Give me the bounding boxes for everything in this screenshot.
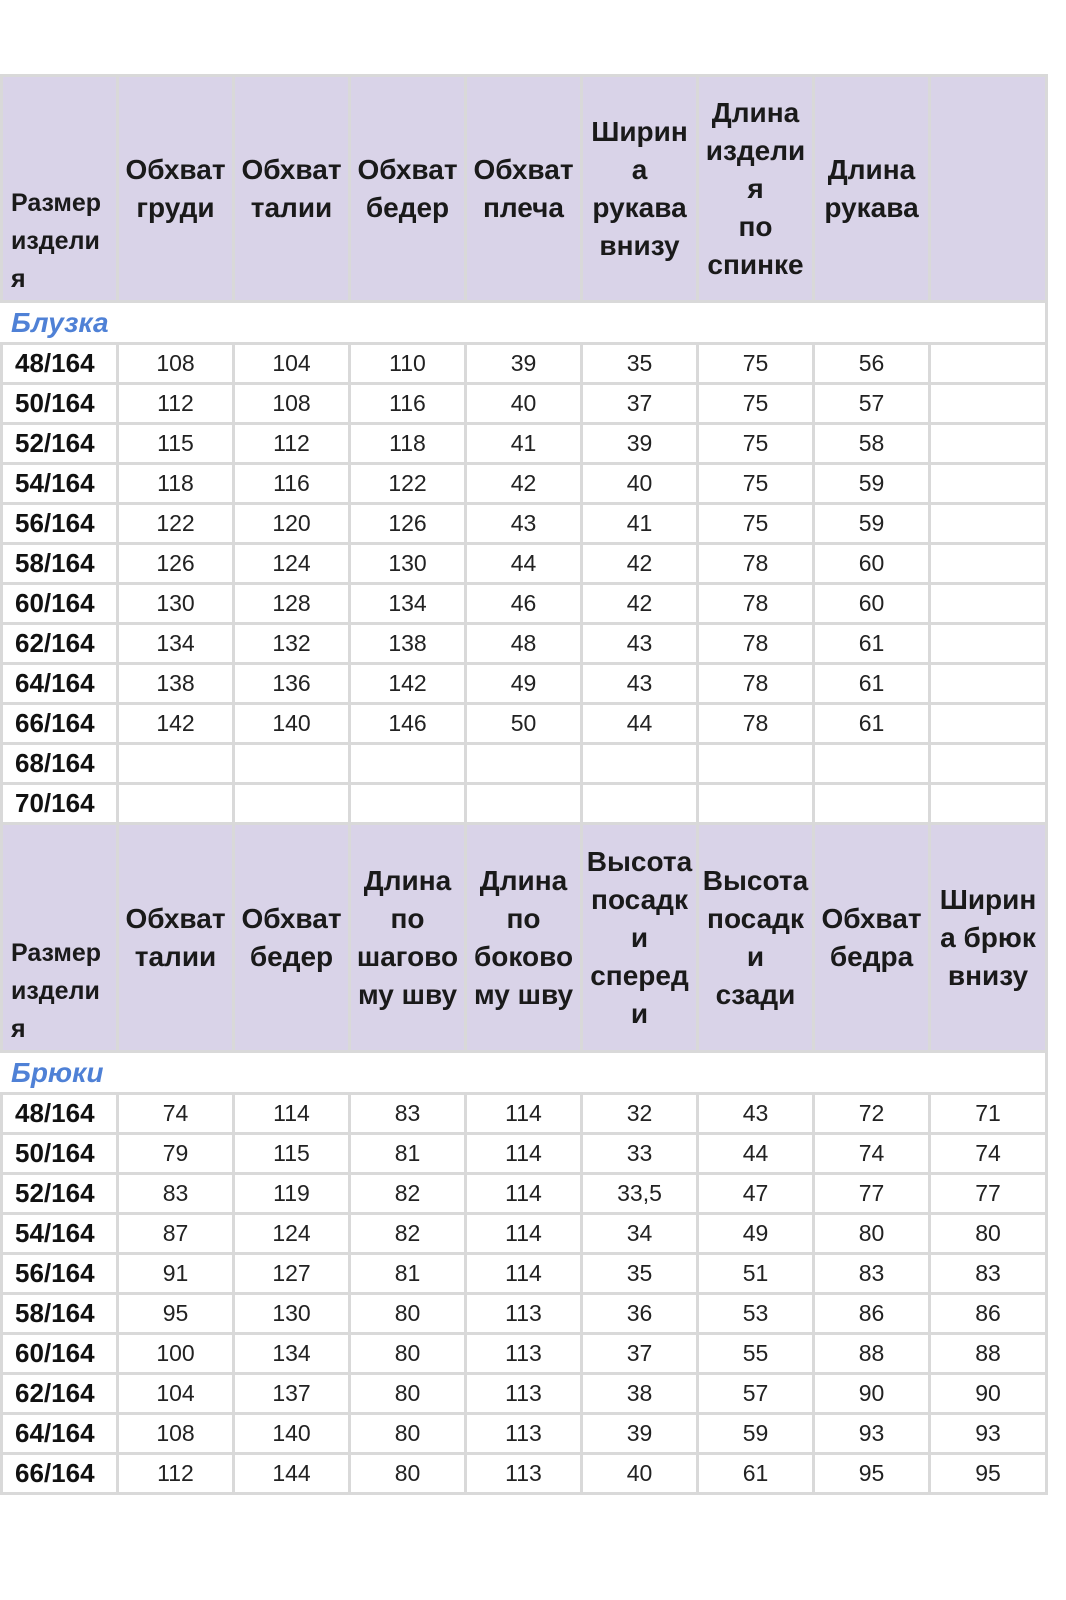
value-cell: 114 [234,1094,350,1134]
value-cell: 43 [698,1094,814,1134]
value-cell: 80 [930,1214,1047,1254]
value-cell: 78 [698,664,814,704]
header-line: издели [11,227,100,255]
value-cell: 113 [466,1374,582,1414]
size-cell: 64/164 [2,664,118,704]
value-cell: 41 [582,504,698,544]
value-cell: 86 [930,1294,1047,1334]
value-cell: 74 [118,1094,234,1134]
trousers-header-1 [118,824,234,1052]
value-cell: 74 [930,1134,1047,1174]
value-cell: 140 [234,1414,350,1454]
value-cell: 104 [234,344,350,384]
value-cell: 36 [582,1294,698,1334]
table-row [2,1334,1047,1374]
value-cell [234,784,350,824]
value-cell: 60 [814,584,930,624]
value-cell: 78 [698,584,814,624]
value-cell: 128 [234,584,350,624]
value-cell: 81 [350,1134,466,1174]
value-cell: 39 [582,424,698,464]
value-cell: 124 [234,544,350,584]
header-line: бедер [249,940,334,972]
value-cell: 112 [234,424,350,464]
size-cell: 48/164 [2,1094,118,1134]
trousers-header-3 [350,824,466,1052]
blouse-header-7 [814,76,930,302]
value-cell [814,784,930,824]
value-cell [582,744,698,784]
header-line: Ширин [939,883,1037,915]
blouse-section-label: Блузка [2,302,1047,344]
table-row [2,664,1047,704]
value-cell: 47 [698,1174,814,1214]
table-row [2,784,1047,824]
value-cell: 127 [234,1254,350,1294]
header-line: Обхват [241,902,342,934]
header-line: и [630,997,649,1029]
size-cell: 60/164 [2,1334,118,1374]
value-cell: 42 [466,464,582,504]
value-cell: 120 [234,504,350,544]
size-cell: 70/164 [2,784,118,824]
value-cell: 43 [582,664,698,704]
value-cell: 71 [930,1094,1047,1134]
trousers-header-4 [466,824,582,1052]
value-cell: 61 [814,624,930,664]
value-cell: 33,5 [582,1174,698,1214]
value-cell: 53 [698,1294,814,1334]
value-cell [118,744,234,784]
table-row [2,1094,1047,1134]
value-cell: 82 [350,1214,466,1254]
value-cell: 104 [118,1374,234,1414]
trousers-header-7 [814,824,930,1052]
value-cell [930,464,1047,504]
value-cell [930,344,1047,384]
value-cell [930,624,1047,664]
header-line: посадк [707,902,804,934]
value-cell: 140 [234,704,350,744]
blouse-header-0 [2,76,118,302]
header-line: Обхват [473,153,574,185]
header-line: талии [134,940,217,972]
value-cell: 83 [814,1254,930,1294]
header-line: груди [136,191,215,223]
value-cell: 78 [698,544,814,584]
trousers-section-label: Брюки [2,1052,1047,1094]
header-line: и [630,921,649,953]
value-cell: 80 [350,1454,466,1494]
value-cell: 144 [234,1454,350,1494]
value-cell: 44 [466,544,582,584]
value-cell: 114 [466,1134,582,1174]
value-cell: 80 [350,1334,466,1374]
trousers-header-8 [930,824,1047,1052]
value-cell: 119 [234,1174,350,1214]
value-cell: 32 [582,1094,698,1134]
header-line: Размер [11,939,102,967]
header-line: по [506,902,541,934]
value-cell: 80 [350,1414,466,1454]
table-row [2,1254,1047,1294]
header-line: Длина [363,864,452,896]
value-cell: 75 [698,344,814,384]
header-line: му шву [473,978,574,1010]
value-cell: 75 [698,464,814,504]
size-chart-table [0,74,1048,1495]
table-row [2,744,1047,784]
size-cell: 66/164 [2,704,118,744]
header-line: по [390,902,425,934]
table-row [2,1374,1047,1414]
value-cell: 61 [814,664,930,704]
value-cell [582,784,698,824]
table-row [2,1134,1047,1174]
value-cell: 79 [118,1134,234,1174]
value-cell: 72 [814,1094,930,1134]
value-cell: 130 [234,1294,350,1334]
size-cell: 62/164 [2,1374,118,1414]
value-cell: 142 [118,704,234,744]
table-row [2,544,1047,584]
header-line: сперед [590,959,689,991]
value-cell: 113 [466,1414,582,1454]
header-line: по [738,210,773,242]
value-cell: 83 [350,1094,466,1134]
header-line: бедер [365,191,450,223]
value-cell: 82 [350,1174,466,1214]
value-cell: 132 [234,624,350,664]
value-cell: 59 [814,504,930,544]
value-cell: 91 [118,1254,234,1294]
value-cell: 95 [814,1454,930,1494]
header-line: Высота [586,845,693,877]
blouse-header-row [2,76,1047,302]
value-cell [234,744,350,784]
header-line: а брюк [940,921,1036,953]
table-row [2,584,1047,624]
size-cell: 52/164 [2,1174,118,1214]
value-cell: 112 [118,384,234,424]
table-row [2,464,1047,504]
header-line: и [746,940,765,972]
value-cell: 137 [234,1374,350,1414]
trousers-header-row [2,824,1047,1052]
value-cell: 78 [698,704,814,744]
value-cell: 50 [466,704,582,744]
value-cell: 74 [814,1134,930,1174]
value-cell: 38 [582,1374,698,1414]
blouse-header-6 [698,76,814,302]
table-row [2,1214,1047,1254]
trousers-section-row [2,1052,1047,1094]
header-line: сзади [715,978,796,1010]
size-cell: 54/164 [2,1214,118,1254]
trousers-header-2 [234,824,350,1052]
value-cell: 113 [466,1454,582,1494]
value-cell: 88 [814,1334,930,1374]
value-cell: 114 [466,1174,582,1214]
value-cell: 93 [814,1414,930,1454]
value-cell: 130 [350,544,466,584]
header-line: внизу [599,229,680,261]
header-line: внизу [947,959,1029,991]
value-cell [118,784,234,824]
value-cell: 126 [118,544,234,584]
value-cell [698,784,814,824]
trousers-header-0 [2,824,118,1052]
header-line: посадк [591,883,688,915]
value-cell: 40 [582,1454,698,1494]
table-row [2,384,1047,424]
value-cell: 58 [814,424,930,464]
value-cell: 75 [698,424,814,464]
size-cell: 64/164 [2,1414,118,1454]
value-cell: 51 [698,1254,814,1294]
blouse-header-8 [930,76,1047,302]
header-line: я [11,265,26,293]
header-line: я [747,172,764,204]
size-cell: 66/164 [2,1454,118,1494]
value-cell: 138 [350,624,466,664]
value-cell: 80 [350,1374,466,1414]
table-row [2,344,1047,384]
value-cell: 35 [582,1254,698,1294]
header-line: бедра [829,940,914,972]
value-cell [930,584,1047,624]
blouse-header-5 [582,76,698,302]
value-cell: 115 [118,424,234,464]
value-cell: 118 [350,424,466,464]
header-line: плеча [482,191,565,223]
size-cell: 68/164 [2,744,118,784]
table-row [2,1454,1047,1494]
value-cell: 122 [350,464,466,504]
value-cell: 134 [118,624,234,664]
size-cell: 56/164 [2,1254,118,1294]
value-cell: 95 [930,1454,1047,1494]
value-cell: 87 [118,1214,234,1254]
header-line: рукава [592,191,687,223]
value-cell: 110 [350,344,466,384]
value-cell: 61 [814,704,930,744]
table-row [2,704,1047,744]
value-cell: 49 [698,1214,814,1254]
value-cell: 83 [118,1174,234,1214]
value-cell [930,784,1047,824]
value-cell: 116 [350,384,466,424]
value-cell: 42 [582,544,698,584]
value-cell: 134 [234,1334,350,1374]
value-cell: 80 [814,1214,930,1254]
value-cell: 124 [234,1214,350,1254]
header-line: боково [473,940,574,972]
value-cell: 83 [930,1254,1047,1294]
table-row [2,424,1047,464]
value-cell: 78 [698,624,814,664]
value-cell: 126 [350,504,466,544]
value-cell: 61 [698,1454,814,1494]
value-cell: 90 [930,1374,1047,1414]
blouse-header-1 [118,76,234,302]
table-row [2,504,1047,544]
trousers-header-5 [582,824,698,1052]
header-line: Ширин [591,115,688,147]
value-cell: 146 [350,704,466,744]
value-cell: 130 [118,584,234,624]
value-cell: 43 [582,624,698,664]
value-cell: 40 [466,384,582,424]
value-cell: 56 [814,344,930,384]
value-cell: 75 [698,504,814,544]
value-cell: 134 [350,584,466,624]
value-cell: 95 [118,1294,234,1334]
value-cell: 44 [698,1134,814,1174]
value-cell: 114 [466,1254,582,1294]
value-cell [466,784,582,824]
trousers-header-6 [698,824,814,1052]
value-cell: 113 [466,1294,582,1334]
value-cell [350,744,466,784]
value-cell: 80 [350,1294,466,1334]
value-cell: 37 [582,1334,698,1374]
header-line: Длина [827,153,916,185]
value-cell: 113 [466,1334,582,1374]
value-cell: 108 [118,1414,234,1454]
header-line: Высота [702,864,809,896]
header-line: му шву [357,978,458,1010]
value-cell: 136 [234,664,350,704]
header-line: Длина [479,864,568,896]
value-cell [350,784,466,824]
value-cell: 116 [234,464,350,504]
header-line: издели [705,134,806,166]
table-row [2,624,1047,664]
value-cell: 81 [350,1254,466,1294]
size-cell: 50/164 [2,384,118,424]
header-line: Длина [711,96,800,128]
value-cell: 42 [582,584,698,624]
size-cell: 60/164 [2,584,118,624]
value-cell: 43 [466,504,582,544]
value-cell [930,424,1047,464]
value-cell: 59 [698,1414,814,1454]
value-cell: 39 [582,1414,698,1454]
value-cell: 34 [582,1214,698,1254]
value-cell: 90 [814,1374,930,1414]
header-line: Обхват [125,153,226,185]
table-row [2,1414,1047,1454]
value-cell: 108 [234,384,350,424]
header-line: спинке [707,248,804,280]
header-line: рукава [824,191,919,223]
value-cell: 60 [814,544,930,584]
value-cell: 118 [118,464,234,504]
header-line: Размер [11,189,102,217]
size-cell: 54/164 [2,464,118,504]
value-cell [930,544,1047,584]
table-row [2,1174,1047,1214]
value-cell: 55 [698,1334,814,1374]
header-line: талии [250,191,333,223]
value-cell: 57 [814,384,930,424]
value-cell: 115 [234,1134,350,1174]
blouse-header-3 [350,76,466,302]
value-cell: 88 [930,1334,1047,1374]
value-cell: 93 [930,1414,1047,1454]
header-line: я [11,1015,26,1043]
size-cell: 50/164 [2,1134,118,1174]
value-cell: 142 [350,664,466,704]
value-cell: 41 [466,424,582,464]
blouse-header-2 [234,76,350,302]
value-cell [930,664,1047,704]
value-cell: 108 [118,344,234,384]
value-cell: 39 [466,344,582,384]
size-cell: 62/164 [2,624,118,664]
value-cell [814,744,930,784]
value-cell: 86 [814,1294,930,1334]
size-cell: 58/164 [2,1294,118,1334]
value-cell [698,744,814,784]
header-line: Обхват [821,902,922,934]
value-cell [930,504,1047,544]
value-cell: 122 [118,504,234,544]
value-cell: 112 [118,1454,234,1494]
header-line: Обхват [125,902,226,934]
value-cell: 114 [466,1214,582,1254]
size-cell: 48/164 [2,344,118,384]
value-cell: 40 [582,464,698,504]
table-row [2,1294,1047,1334]
value-cell: 35 [582,344,698,384]
header-line: Обхват [357,153,458,185]
value-cell: 138 [118,664,234,704]
value-cell: 77 [814,1174,930,1214]
header-line: издели [11,977,100,1005]
value-cell: 59 [814,464,930,504]
value-cell: 114 [466,1094,582,1134]
value-cell [930,704,1047,744]
value-cell [466,744,582,784]
value-cell: 48 [466,624,582,664]
size-cell: 58/164 [2,544,118,584]
header-line: Обхват [241,153,342,185]
value-cell: 57 [698,1374,814,1414]
blouse-header-4 [466,76,582,302]
value-cell: 75 [698,384,814,424]
value-cell: 37 [582,384,698,424]
value-cell [930,384,1047,424]
value-cell: 33 [582,1134,698,1174]
value-cell: 44 [582,704,698,744]
size-cell: 56/164 [2,504,118,544]
size-cell: 52/164 [2,424,118,464]
value-cell [930,744,1047,784]
value-cell: 100 [118,1334,234,1374]
value-cell: 77 [930,1174,1047,1214]
value-cell: 49 [466,664,582,704]
blouse-section-row [2,302,1047,344]
value-cell: 46 [466,584,582,624]
header-line: а [631,153,648,185]
header-line: шагово [356,940,459,972]
